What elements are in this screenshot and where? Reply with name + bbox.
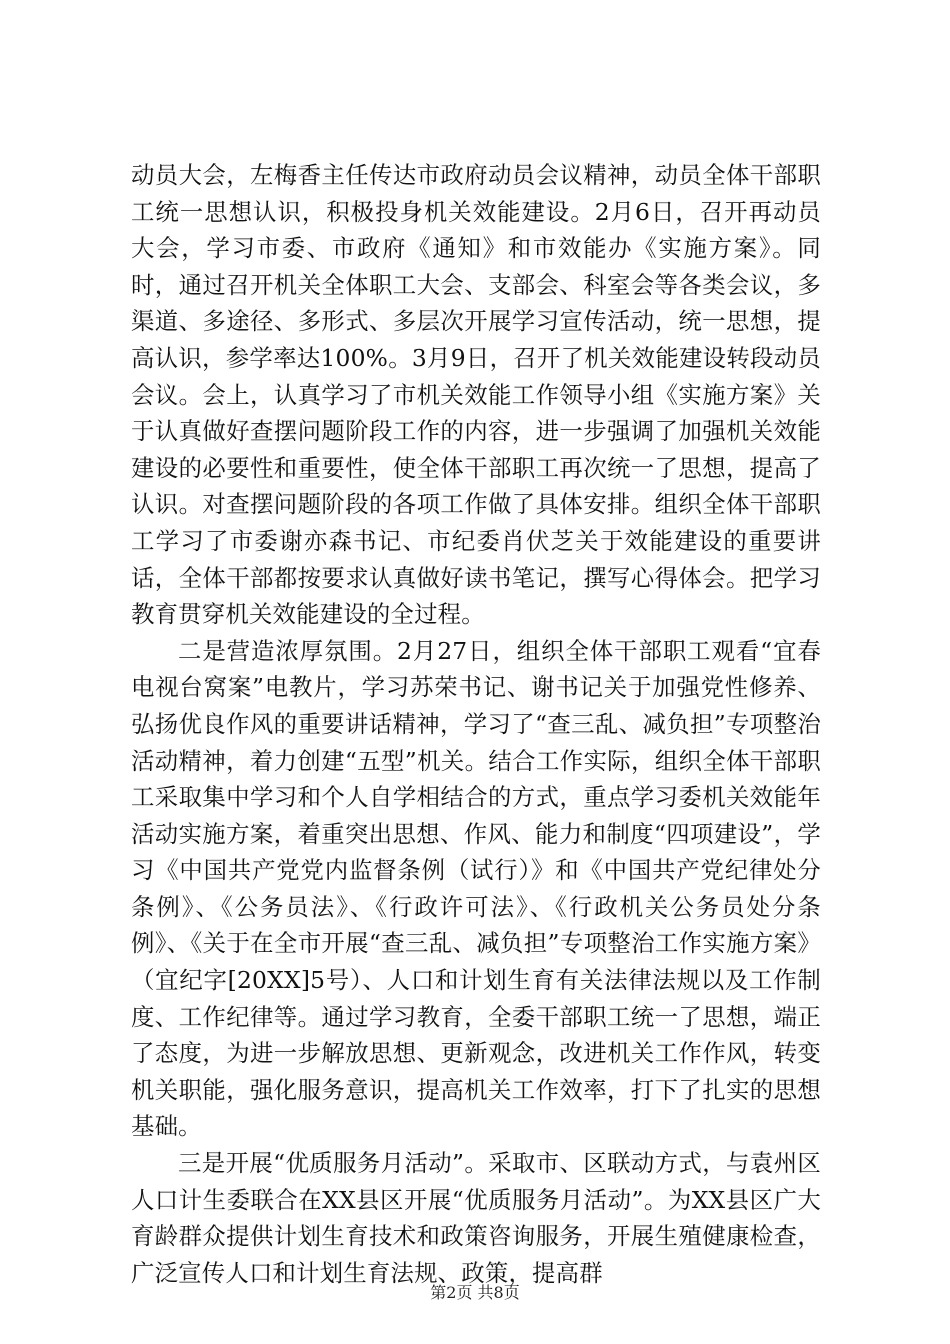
paragraph-3: 三是开展“优质服务月活动”。采取市、区联动方式，与袁州区人口计生委联合在XX县区开展“优质服务月活动”。为XX县区广大育龄群众提供计划生育技术和政策咨询服务，开展生殖健康检查，广泛宣传人口和计划生育法规、政策，提高群 bbox=[131, 1149, 821, 1287]
document-body bbox=[131, 157, 821, 1291]
paragraph-2: 二是营造浓厚氛围。2月27日，组织全体干部职工观看“宜春电视台窝案”电教片，学习苏荣书记、谢书记关于加强党性修养、弘扬优良作风的重要讲话精神，学习了“查三乱、减负担”专项整治活动精神，着力创建“五型”机关。结合工作实际，组织全体干部职工采取集中学习和个人自学相结合的方式，重点学习委机关效能年活动实施方案，着重突出思想、作风、能力和制度“四项建设”，学习《中国共产党党内监督条例（试行）》和《中国共产党纪律处分条例》、《公务员法》、《行政许可法》、《行政机关公务员处分条例》、《关于在全市开展“查三乱、减负担”专项整治工作实施方案》（宜纪字[20XX]5号）、人口和计划生育有关法律法规以及工作制度、工作纪律等。通过学习教育，全委干部职工统一了思想，端正了态度，为进一步解放思想、更新观念，改进机关工作作风，转变机关职能，强化服务意识，提高机关工作效率，打下了扎实的思想基础。 bbox=[131, 636, 821, 1141]
page-number-footer: 第2页 共8页 bbox=[430, 1283, 520, 1302]
paragraph-1: 动员大会，左梅香主任传达市政府动员会议精神，动员全体干部职工统一思想认识，积极投身机关效能建设。2月6日，召开再动员大会，学习市委、市政府《通知》和市效能办《实施方案》。同时，通过召开机关全体职工大会、支部会、科室会等各类会议，多渠道、多途径、多形式、多层次开展学习宣传活动，统一思想，提高认识，参学率达100%。3月9日，召开了机关效能建设转段动员会议。会上，认真学习了市机关效能工作领导小组《实施方案》关于认真做好查摆问题阶段工作的内容，进一步强调了加强机关效能建设的必要性和重要性，使全体干部职工再次统一了思想，提高了认识。对查摆问题阶段的各项工作做了具体安排。组织全体干部职工学习了市委谢亦森书记、市纪委肖伏芝关于效能建设的重要讲话，全体干部都按要求认真做好读书笔记，撰写心得体会。把学习教育贯穿机关效能建设的全过程。 bbox=[131, 161, 821, 629]
